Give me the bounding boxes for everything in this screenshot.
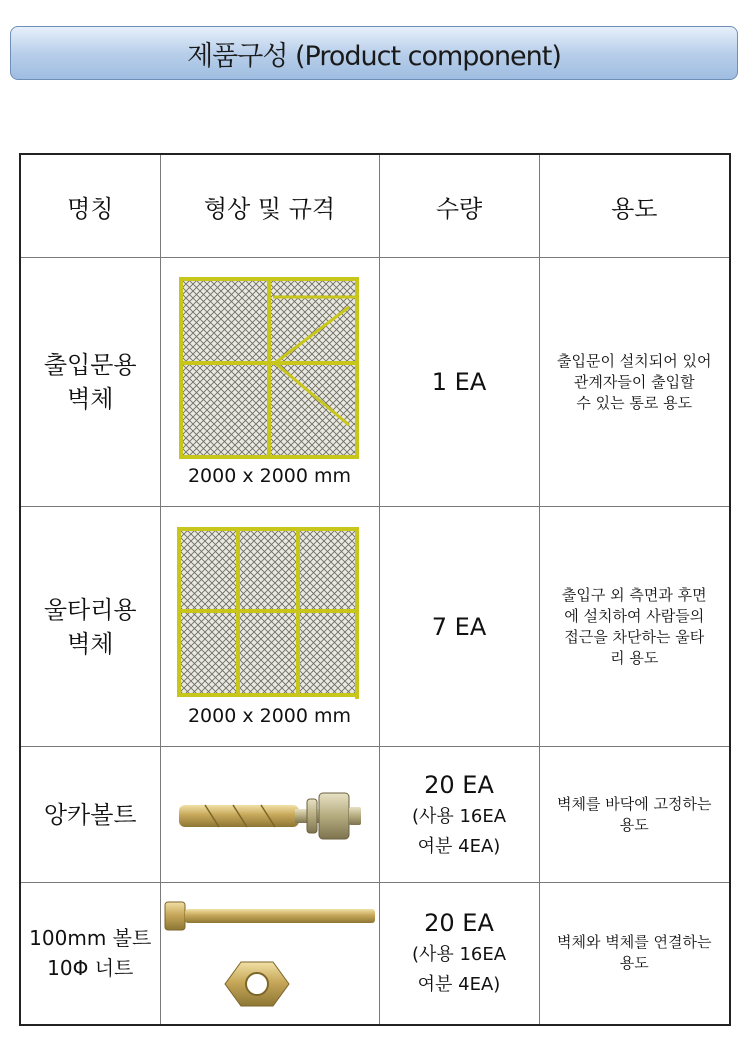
qty-note: 여분 4EA) — [417, 835, 501, 857]
qty-note: 여분 4EA) — [417, 974, 501, 996]
row-name-line: 벽체 — [67, 385, 114, 413]
header-shape: 형상 및 규격 — [160, 154, 379, 258]
row-name-line: 10Φ 너트 — [47, 956, 134, 981]
qty-value: 7 EA — [431, 612, 487, 641]
row-use — [539, 507, 730, 747]
qty-note: (사용 16EA — [411, 944, 507, 966]
row-shape — [160, 258, 379, 507]
row-qty — [379, 507, 539, 747]
header-qty: 수량 — [379, 154, 539, 258]
table-header-row — [20, 154, 730, 258]
product-component-table — [19, 153, 731, 1026]
anchor-bolt-image — [175, 785, 365, 845]
row-qty — [379, 258, 539, 507]
use-line: 벽체를 바닥에 고정하는 — [557, 794, 712, 813]
use-line: 출입구 외 측면과 후면 — [561, 585, 707, 604]
row-shape — [160, 883, 379, 1025]
row-use — [539, 883, 730, 1025]
table-row — [20, 258, 730, 507]
table-row — [20, 507, 730, 747]
use-line: 용도 — [619, 954, 649, 973]
row-qty — [379, 747, 539, 883]
row-name — [20, 883, 160, 1025]
use-line: 벽체와 벽체를 연결하는 — [557, 933, 712, 952]
use-line: 리 용도 — [610, 648, 659, 667]
section-banner — [10, 26, 738, 80]
use-line: 용도 — [619, 815, 649, 834]
row-shape — [160, 747, 379, 883]
row-name — [20, 747, 160, 883]
use-line: 에 설치하여 사람들의 — [564, 606, 705, 625]
use-line: 관계자들이 출입할 — [573, 372, 695, 391]
table-row — [20, 747, 730, 883]
row-shape — [160, 507, 379, 747]
qty-note: (사용 16EA — [411, 805, 507, 827]
row-use — [539, 258, 730, 507]
header-name: 명칭 — [20, 154, 160, 258]
row-name-line: 벽체 — [67, 629, 114, 658]
use-line: 수 있는 통로 용도 — [576, 393, 693, 412]
row-name — [20, 507, 160, 747]
door-panel-image — [179, 277, 361, 459]
dimension-label: 2000 x 2000 mm — [187, 465, 352, 487]
row-qty — [379, 883, 539, 1025]
bolt-and-nut-image — [163, 894, 377, 1012]
row-name-line: 앙카볼트 — [43, 800, 137, 829]
use-line: 접근을 차단하는 울타 — [564, 627, 705, 646]
row-use — [539, 747, 730, 883]
row-name-line: 출입문용 — [43, 351, 137, 379]
table-row — [20, 883, 730, 1025]
use-line: 출입문이 설치되어 있어 — [557, 351, 712, 370]
qty-value: 20 EA — [424, 770, 494, 799]
banner-title: 제품구성 (Product component) — [187, 40, 561, 72]
qty-value: 1 EA — [431, 368, 487, 396]
row-name-line: 울타리용 — [43, 595, 137, 624]
fence-panel-image — [177, 527, 363, 699]
qty-value: 20 EA — [424, 909, 494, 938]
row-name — [20, 258, 160, 507]
row-name-line: 100mm 볼트 — [29, 926, 152, 951]
header-use: 용도 — [539, 154, 730, 258]
dimension-label: 2000 x 2000 mm — [187, 704, 352, 727]
